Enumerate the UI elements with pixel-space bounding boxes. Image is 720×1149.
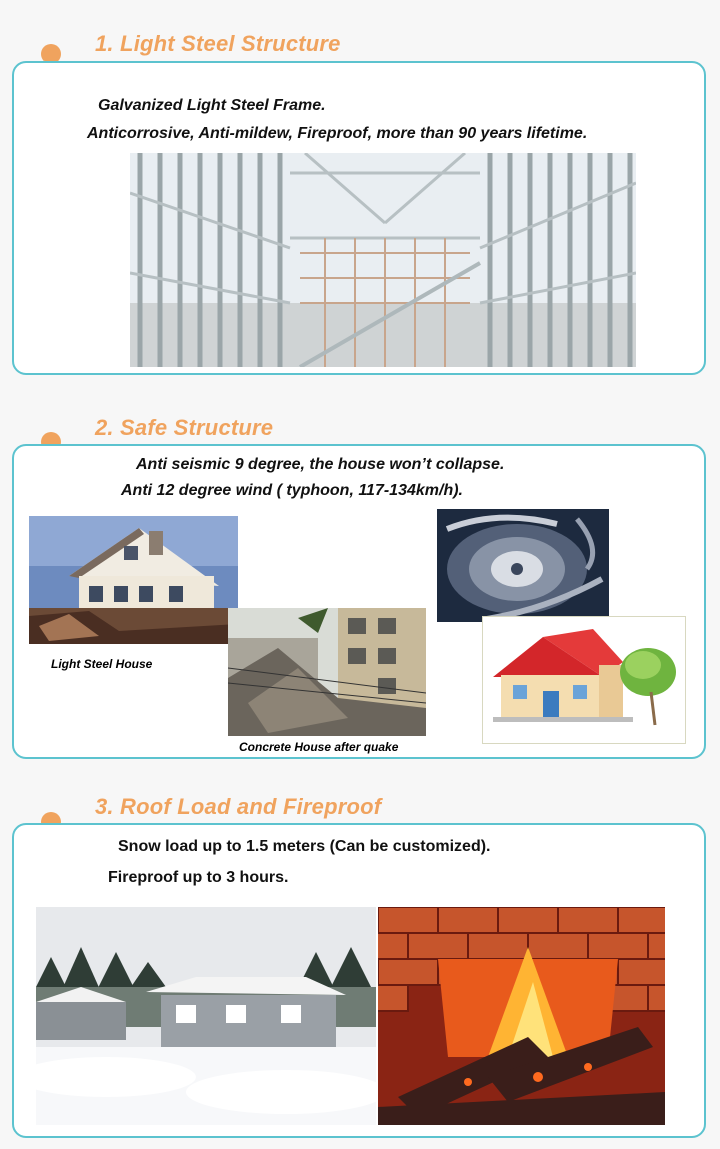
typhoon-satellite-photo bbox=[437, 509, 609, 622]
section-panel bbox=[12, 823, 706, 1138]
light-steel-house-photo bbox=[29, 516, 238, 644]
steel-frame-photo bbox=[130, 153, 636, 367]
feature-line: Fireproof up to 3 hours. bbox=[108, 869, 289, 886]
section-panel bbox=[12, 444, 706, 759]
section-title: 2. Safe Structure bbox=[95, 415, 274, 440]
feature-line: Anti 12 degree wind ( typhoon, 117-134km/h). bbox=[121, 482, 463, 499]
feature-line: Anticorrosive, Anti-mildew, Fireproof, more than 90 years lifetime. bbox=[87, 125, 588, 142]
feature-line: Anti seismic 9 degree, the house won’t collapse. bbox=[136, 456, 505, 473]
collapsed-concrete-house-photo bbox=[228, 608, 426, 736]
snow-house-photo bbox=[36, 907, 376, 1125]
section-panel bbox=[12, 61, 706, 375]
feature-line: Snow load up to 1.5 meters (Can be customized). bbox=[118, 838, 491, 855]
wind-house-illustration bbox=[482, 616, 686, 744]
section-title: 1. Light Steel Structure bbox=[95, 31, 341, 56]
photo-caption: Light Steel House bbox=[51, 657, 153, 671]
section-title: 3. Roof Load and Fireproof bbox=[95, 794, 382, 819]
fireplace-photo bbox=[378, 907, 665, 1125]
photo-caption: Concrete House after quake bbox=[239, 740, 399, 754]
feature-line: Galvanized Light Steel Frame. bbox=[98, 97, 326, 114]
